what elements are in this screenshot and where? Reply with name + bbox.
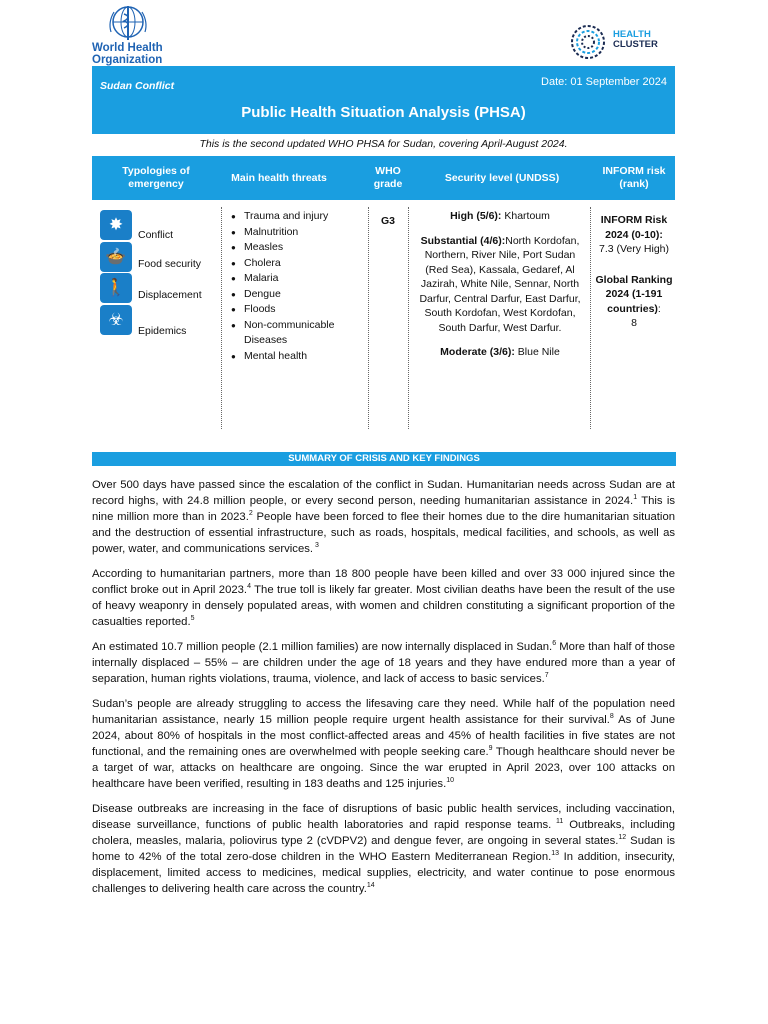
health-cluster-wordmark: HEALTH CLUSTER bbox=[613, 29, 658, 50]
paragraph: According to humanitarian partners, more than 18 800 people have been killed and over 33 000 injured since the conflict broke out in April 2023.$^4$ The true toll is likely far greater. Most civilian deaths have been the result of the use of heavy weaponry in densely populated areas, with women and children constituting a significant proportion of the casualties reported.$^5$ bbox=[92, 568, 675, 628]
typology-item bbox=[100, 209, 173, 241]
health-cluster-logo bbox=[568, 22, 678, 62]
threat-item: ● Malnutrition bbox=[244, 225, 366, 241]
threats-column bbox=[228, 209, 366, 364]
risk-column bbox=[594, 213, 674, 339]
header-banner bbox=[92, 66, 675, 134]
threat-item: ● Floods bbox=[244, 302, 366, 318]
inform-risk: INFORM Risk 2024 (0-10): 7.3 (Very High) bbox=[598, 214, 670, 255]
who-emblem-icon bbox=[106, 4, 150, 42]
paragraph: Disease outbreaks are increasing in the face of disruptions of basic public health services, including vaccination, disease surveillance, functions of public health laboratories and rapid response teams. $^{11}$ Outbreaks, including cholera, measles, malaria, poliovirus type 2 (cVDPV2) and dengue fever, are ongoing in several states.$^{12}$ Sudan is home to 42% of the total zero-dose children in the WHO Eastern Mediterranean Region.$^{13}$ In addition, insecurity, displacement, limited access to medicines, medical supplies, electricity, and water continue to pose enormous challenges to delivering health care across the country.$^{14}$ bbox=[92, 803, 676, 895]
health-cluster-emblem-icon bbox=[568, 22, 608, 62]
summary-body bbox=[92, 477, 675, 906]
security-substantial: Substantial (4/6):North Kordofan, Northern, River Nile, Port Sudan (Red Sea), Kassala, Gedaref, Al Jazirah, White Nile, Sennar, North Darfur, Central Darfur, East Darfur, South Kordofan, West Kordofan, South Darfur, West Darfur. bbox=[419, 234, 581, 334]
paragraph: Over 500 days have passed since the escalation of the conflict in Sudan. Humanitarian needs across Sudan are at record highs, with 24.8 million people, or every second person, needing humanitarian assistance in 2024.$^1$ This is nine million more than in 2023.$^2$ People have been forced to flee their homes due to the dire humanitarian situation and the destruction of essential infrastructure, such as roads, hospitals, medical facilities, and schools, as well as power, water, and communications services. $^3$ bbox=[92, 479, 676, 555]
typology-label: Conflict bbox=[138, 229, 174, 241]
column-divider bbox=[221, 207, 222, 429]
intro-note: This is the second updated WHO PHSA for Sudan, covering April-August 2024. bbox=[199, 138, 568, 150]
header-risk: INFORM risk (rank) bbox=[602, 165, 666, 190]
epidemics-icon: ☣ bbox=[100, 305, 132, 335]
threat-item: ● Dengue bbox=[244, 287, 366, 303]
who-logo bbox=[92, 4, 182, 66]
global-ranking: Global Ranking 2024 (1-191 countries): 8 bbox=[595, 273, 673, 329]
threat-item: ● Malaria bbox=[244, 271, 366, 287]
page-title: Public Health Situation Analysis (PHSA) bbox=[241, 104, 526, 121]
threat-item: ● Trauma and injury bbox=[244, 209, 366, 225]
security-column bbox=[414, 209, 586, 370]
threat-item: ● Mental health bbox=[244, 349, 366, 365]
paragraph: Sudan’s people are already struggling to access the lifesaving care they need. While half of the population need humanitarian assistance, nearly 15 million people require urgent health assistance for their survival.$^8$ As of June 2024, about 80% of hospitals in the most conflict-affected areas and 45% of health facilities in five states are not functional, and the remaining ones are overwhelmed with people seeking care.$^9$ Though healthcare should never be a target of war, attacks on healthcare are ongoing. Since the war erupted in April 2023, over 100 attacks on healthcare have been verified, resulting in 183 deaths and 125 injuries.$^{10}$ bbox=[92, 698, 675, 790]
who-wordmark: World Health Organization bbox=[92, 42, 163, 66]
table-body bbox=[92, 207, 675, 429]
header-grade: WHO grade bbox=[373, 165, 403, 190]
displacement-icon: 🚶 bbox=[100, 273, 132, 303]
typology-item bbox=[100, 242, 201, 272]
typology-label: Food security bbox=[138, 258, 202, 270]
security-high: High (5/6): Khartoum bbox=[450, 210, 550, 222]
report-date: Date: 01 September 2024 bbox=[541, 76, 667, 88]
typology-item bbox=[100, 303, 186, 337]
column-divider bbox=[590, 207, 591, 429]
threat-item: ● Cholera bbox=[244, 256, 366, 272]
header-threats: Main health threats bbox=[231, 171, 327, 184]
header-typologies: Typologies of emergency bbox=[122, 165, 190, 190]
summary-heading: SUMMARY OF CRISIS AND KEY FINDINGS bbox=[92, 452, 676, 466]
typology-item bbox=[100, 273, 202, 303]
paragraph: An estimated 10.7 million people (2.1 million families) are now internally displaced in Sudan.$^6$ More than half of those internally displaced – 55% – are children under the age of 18 years and they have endured more than a year of separation, human rights violations, trauma, violence, and lack of access to basic services.$^7$ bbox=[92, 640, 675, 685]
threat-item: ● Non-communicable Diseases bbox=[244, 318, 366, 349]
conflict-icon: ✸ bbox=[100, 210, 132, 240]
food-security-icon: 🍲 bbox=[100, 242, 132, 272]
table-header bbox=[92, 156, 675, 200]
banner-subtitle: Sudan Conflict bbox=[100, 80, 175, 92]
column-divider bbox=[408, 207, 409, 429]
who-grade: G3 bbox=[380, 215, 395, 227]
typology-label: Displacement bbox=[138, 289, 202, 301]
threat-item: ● Measles bbox=[244, 240, 366, 256]
header-security: Security level (UNDSS) bbox=[444, 171, 560, 184]
typology-label: Epidemics bbox=[138, 325, 187, 337]
column-divider bbox=[368, 207, 369, 429]
security-moderate: Moderate (3/6): Blue Nile bbox=[440, 346, 560, 358]
threats-list bbox=[228, 209, 366, 364]
